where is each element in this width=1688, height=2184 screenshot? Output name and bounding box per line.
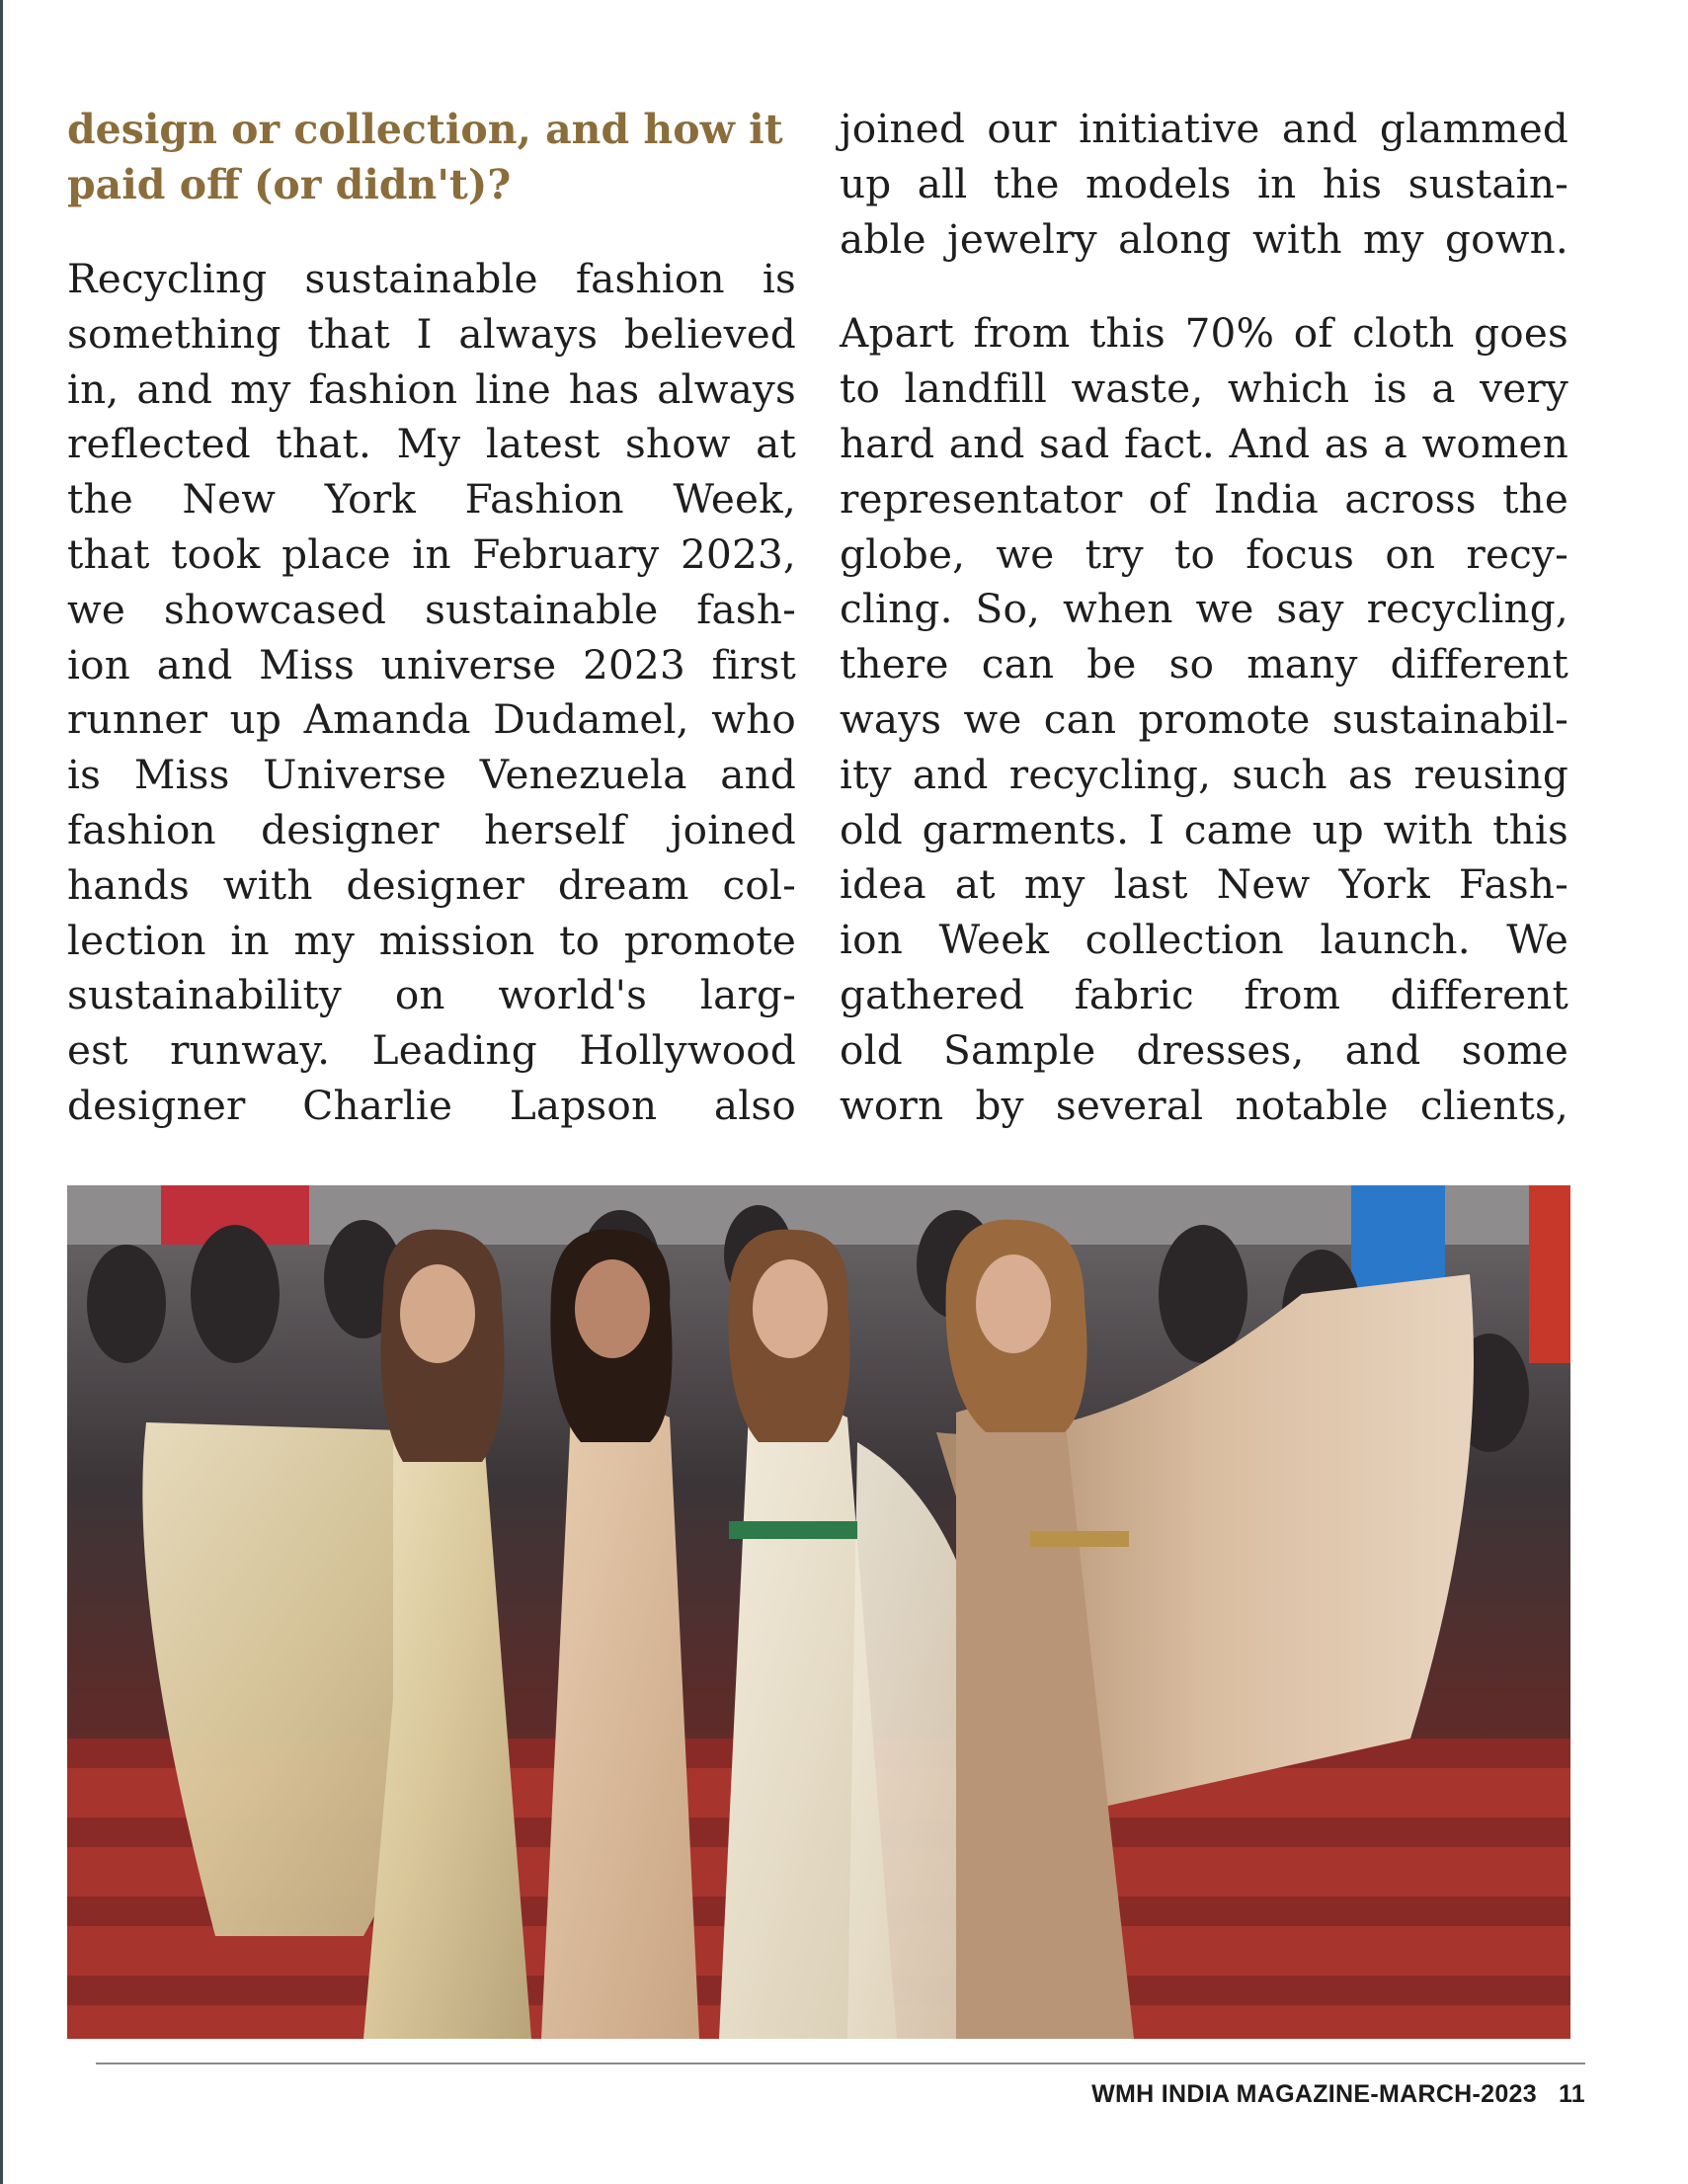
text-line: hard and sad fact. And as a women <box>840 419 1568 467</box>
photo-illustration <box>67 1185 1570 2039</box>
right-column-paragraph-2 <box>840 306 1568 1133</box>
text-line: est runway. Leading Hollywood <box>67 1026 796 1075</box>
footer-rule <box>96 2063 1585 2064</box>
page-number: 11 <box>1558 2080 1585 2108</box>
paragraph-spacer <box>840 267 1568 306</box>
text-line: Apart from this 70% of cloth goes <box>840 309 1568 358</box>
text-line: representator of India across the <box>840 474 1568 523</box>
text-line: in, and my fashion line has always <box>67 364 796 413</box>
text-line: cling. So, when we say recycling, <box>840 585 1568 633</box>
text-line: idea at my last New York Fash- <box>840 860 1568 909</box>
text-line: old Sample dresses, and some <box>840 1025 1568 1074</box>
question-heading <box>67 102 796 212</box>
right-column <box>840 102 1568 1133</box>
text-line: joined our initiative and glammed <box>840 105 1568 152</box>
page-edge-rule <box>0 0 3 2184</box>
text-line: ion and Miss universe 2023 first <box>67 640 796 688</box>
right-column-paragraph-1 <box>840 102 1568 267</box>
text-line: worn by several notable clients, <box>840 1081 1568 1129</box>
text-line: old garments. I came up with this <box>840 805 1568 853</box>
footer <box>1091 2080 1585 2109</box>
question-line-1: design or collection, and how it <box>67 106 783 153</box>
text-line: reflected that. My latest show at <box>67 420 796 468</box>
question-line-2: paid off (or didn't)? <box>67 161 512 208</box>
fashion-show-photo <box>67 1185 1570 2039</box>
text-line: Recycling sustainable fashion is <box>67 255 796 302</box>
text-line: we showcased sustainable fash- <box>67 585 796 633</box>
text-line: lection in my mission to promote <box>67 916 796 964</box>
text-line: something that I always believed <box>67 309 796 358</box>
text-line: is Miss Universe Venezuela and <box>67 751 796 799</box>
text-line: gathered fabric from different <box>840 970 1568 1018</box>
text-line: sustainability on world's larg- <box>67 971 796 1019</box>
text-line: up all the models in his sustain- <box>840 159 1568 207</box>
text-line: runner up Amanda Dudamel, who <box>67 695 796 744</box>
text-line: designer Charlie Lapson also <box>67 1081 796 1129</box>
text-line: ion Week collection launch. We <box>840 916 1568 964</box>
text-line: that took place in February 2023, <box>67 529 796 578</box>
text-line: fashion designer herself joined <box>67 805 796 853</box>
text-line: able jewelry along with my gown. <box>840 214 1568 263</box>
text-line: the New York Fashion Week, <box>67 475 796 524</box>
text-line: there can be so many different <box>840 640 1568 688</box>
left-column-text <box>67 252 796 1134</box>
text-line: ways we can promote sustainabil- <box>840 694 1568 743</box>
text-line: hands with designer dream col- <box>67 860 796 909</box>
text-line: ity and recycling, such as reusing <box>840 750 1568 798</box>
left-column <box>67 102 796 1134</box>
magazine-issue: WMH INDIA MAGAZINE-MARCH-2023 <box>1091 2080 1537 2108</box>
text-line: to landfill waste, which is a very <box>840 364 1568 413</box>
text-line: globe, we try to focus on recy- <box>840 529 1568 578</box>
